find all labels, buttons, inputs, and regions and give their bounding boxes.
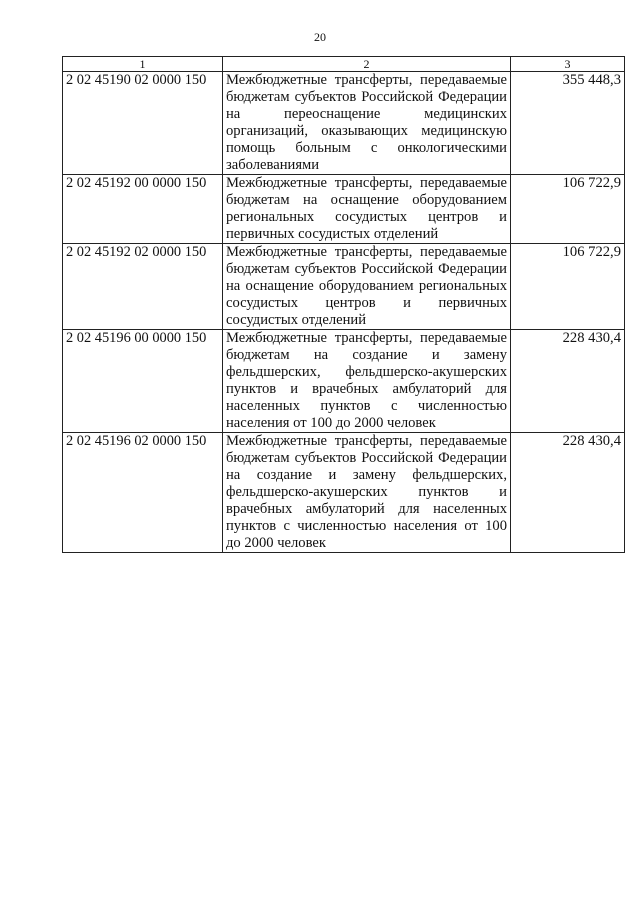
budget-amount: 106 722,9 [511, 175, 625, 244]
budget-amount: 228 430,4 [511, 330, 625, 433]
budget-description: Межбюджетные трансферты, передаваемые бюджетам на создание и замену фельдшерских, фельдшерско-акушерских пунктов и врачебных амбулаторий для населенных пунктов с численностью населения от 100 до 2000 человек [223, 330, 511, 433]
table-row [63, 433, 625, 553]
budget-description: Межбюджетные трансферты, передаваемые бюджетам субъектов Российской Федерации на переоснащение медицинских организаций, оказывающих медицинскую помощь больным с онкологическими заболеваниями [223, 72, 511, 175]
column-header-3: 3 [511, 57, 625, 72]
page-number: 20 [314, 30, 326, 44]
column-header-2: 2 [223, 57, 511, 72]
budget-amount: 228 430,4 [511, 433, 625, 553]
column-header-1: 1 [63, 57, 223, 72]
budget-amount: 106 722,9 [511, 244, 625, 330]
budget-code: 2 02 45196 02 0000 150 [63, 433, 223, 553]
budget-code: 2 02 45192 02 0000 150 [63, 244, 223, 330]
table-row [63, 175, 625, 244]
budget-amount: 355 448,3 [511, 72, 625, 175]
table-header-row [63, 57, 625, 72]
table-row [63, 244, 625, 330]
budget-code: 2 02 45190 02 0000 150 [63, 72, 223, 175]
budget-table [62, 56, 625, 553]
budget-description: Межбюджетные трансферты, передаваемые бюджетам субъектов Российской Федерации на создание и замену фельдшерских, фельдшерско-акушерских пунктов и врачебных амбулаторий для населенных пунктов с численностью населения от 100 до 2000 человек [223, 433, 511, 553]
table-row [63, 72, 625, 175]
budget-description: Межбюджетные трансферты, передаваемые бюджетам на оснащение оборудованием региональных сосудистых центров и первичных сосудистых отделений [223, 175, 511, 244]
budget-code: 2 02 45192 00 0000 150 [63, 175, 223, 244]
table-row [63, 330, 625, 433]
budget-description: Межбюджетные трансферты, передаваемые бюджетам субъектов Российской Федерации на оснащение оборудованием региональных сосудистых центров и первичных сосудистых отделений [223, 244, 511, 330]
budget-code: 2 02 45196 00 0000 150 [63, 330, 223, 433]
